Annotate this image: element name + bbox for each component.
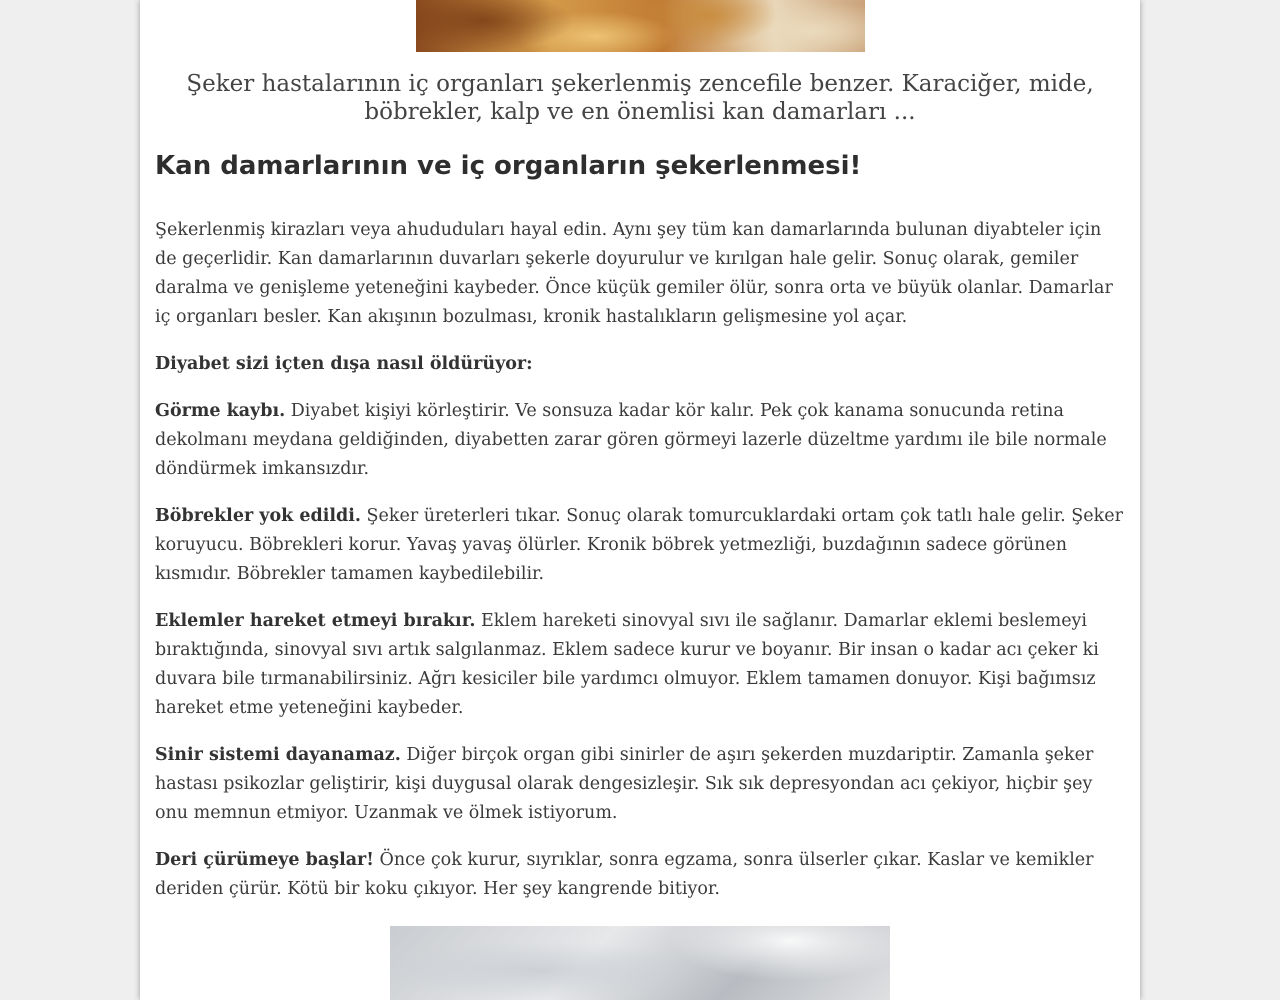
- section-lead: Böbrekler yok edildi.: [155, 506, 361, 526]
- article-body: [155, 216, 1125, 922]
- section-lead: Eklemler hareket etmeyi bırakır.: [155, 611, 476, 631]
- section-vision: [155, 397, 1125, 484]
- image-caption: Şeker hastalarının iç organları şekerlenmiş zencefile benzer. Karaciğer, mide, böbrekler, kalp ve en önemlisi kan damarları ...: [186, 71, 1094, 125]
- section-heading: Kan damarlarının ve iç organların şekerlenmesi!: [155, 151, 862, 181]
- subheading: Diyabet sizi içten dışa nasıl öldürüyor:: [155, 354, 533, 374]
- section-text: Eklem hareketi sinovyal sıvı ile sağlanır. Damarlar eklemi beslemeyi bıraktığında, sinovyal sıvı artık salgılanmaz. Eklem sadece kurur ve boyanır. Bir insan o kadar acı çeker ki duvara bile tırmanabilirsiniz. Ağrı kesiciler bile yardımcı olmuyor. Eklem tamamen donuyor. Kişi bağımsız hareket etme yeteneğini kaybeder.: [155, 611, 1099, 718]
- section-text: Diğer birçok organ gibi sinirler de aşırı şekerden muzdariptir. Zamanla şeker hastası psikozlar geliştirir, kişi duygusal olarak dengesizleşir. Sık sık depresyondan acı çekiyor, hiçbir şey onu memnun etmiyor. Uzanmak ve ölmek istiyorum.: [155, 745, 1094, 823]
- section-skin: [155, 846, 1125, 904]
- section-nerves: [155, 741, 1125, 828]
- subheading-paragraph: [155, 350, 1125, 379]
- intro-paragraph: Şekerlenmiş kirazları veya ahududuları hayal edin. Aynı şey tüm kan damarlarında bulunan diyabteler için de geçerlidir. Kan damarlarının duvarları şekerle doyurulur ve kırılgan hale gelir. Sonuç olarak, gemiler daralma ve genişleme yeteneğini kaybeder. Önce küçük gemiler ölür, sonra orta ve büyük olanlar. Damarlar iç organları besler. Kan akışının bozulması, kronik hastalıkların gelişmesine yol açar.: [155, 220, 1113, 327]
- section-text: Diyabet kişiyi körleştirir. Ve sonsuza kadar kör kalır. Pek çok kanama sonucunda retina dekolmanı meydana geldiğinden, diyabetten zarar gören görmeyi lazerle düzeltme yardımı ile bile normale döndürmek imkansızdır.: [155, 401, 1107, 479]
- article-image-bottom: [390, 926, 890, 1000]
- section-text: Şeker üreterleri tıkar. Sonuç olarak tomurcuklardaki ortam çok tatlı hale gelir. Şeker koruyucu. Böbrekleri korur. Yavaş yavaş ölürler. Kronik böbrek yetmezliği, buzdağının sadece görünen kısmıdır. Böbrekler tamamen kaybedilebilir.: [155, 506, 1123, 584]
- article-page: [140, 0, 1140, 1000]
- section-text: Önce çok kurur, sıyrıklar, sonra egzama, sonra ülserler çıkar. Kaslar ve kemikler deriden çürür. Kötü bir koku çıkıyor. Her şey kangrende bitiyor.: [155, 850, 1094, 899]
- section-kidneys: [155, 502, 1125, 589]
- section-joints: [155, 607, 1125, 723]
- section-lead: Deri çürümeye başlar!: [155, 850, 374, 870]
- section-lead: Sinir sistemi dayanamaz.: [155, 745, 401, 765]
- section-lead: Görme kaybı.: [155, 401, 286, 421]
- candied-ginger-image: [416, 0, 865, 52]
